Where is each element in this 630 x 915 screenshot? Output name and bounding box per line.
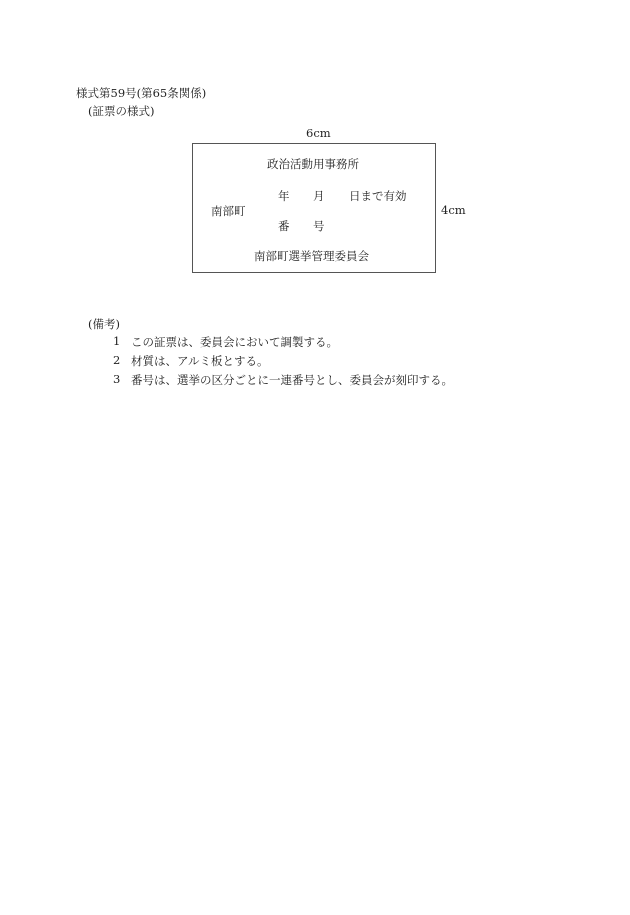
certificate-town: 南部町 <box>211 204 246 218</box>
notes-heading: (備考) <box>88 317 120 331</box>
note-number: 1 <box>113 334 121 348</box>
note-number: 2 <box>113 353 121 367</box>
form-title: 様式第59号(第65条関係) <box>76 86 207 100</box>
note-text: 番号は、選挙の区分ごとに一連番号とし、委員会が刻印する。 <box>131 373 453 387</box>
certificate-year-label: 年 <box>278 189 290 203</box>
note-number: 3 <box>113 372 121 386</box>
width-dimension-label: 6cm <box>306 126 331 140</box>
certificate-issuer: 南部町選挙管理委員会 <box>254 249 369 263</box>
certificate-valid-until: 日まで有効 <box>349 189 407 203</box>
note-text: この証票は、委員会において調製する。 <box>131 335 338 349</box>
certificate-heading: 政治活動用事務所 <box>267 157 359 171</box>
form-subtitle: (証票の様式) <box>88 104 155 118</box>
certificate-number-label-a: 番 <box>278 219 290 233</box>
note-text: 材質は、アルミ板とする。 <box>131 354 269 368</box>
certificate-number-label-b: 号 <box>313 219 325 233</box>
certificate-month-label: 月 <box>313 189 325 203</box>
height-dimension-label: 4cm <box>441 203 466 217</box>
